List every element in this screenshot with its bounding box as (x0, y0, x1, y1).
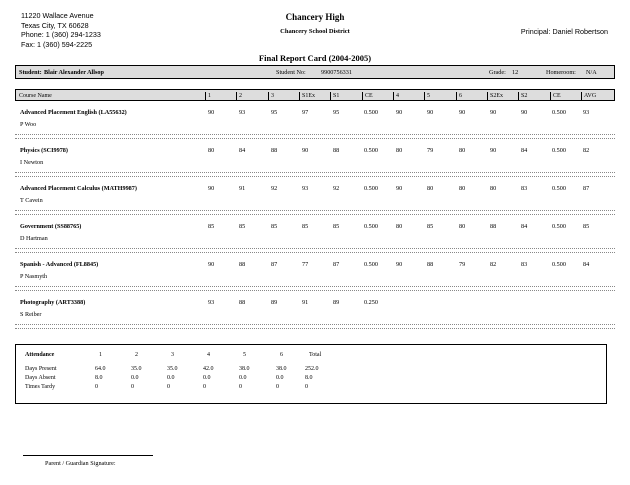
teacher-name: P Woo (20, 121, 37, 128)
column-header: 4 (393, 92, 399, 101)
column-header: CE (362, 92, 373, 101)
report-title: Final Report Card (2004-2005) (258, 53, 372, 63)
teacher-name: S Reiber (20, 311, 42, 318)
student-no: 9900756331 (321, 69, 352, 76)
grade-cell: 0.500 (552, 185, 566, 192)
grade-label: Grade: (489, 69, 506, 76)
attendance-title: Attendance (25, 352, 55, 358)
grade-cell: 0.500 (364, 185, 378, 192)
attendance-value: 0 (131, 384, 134, 390)
teacher-name: D Hartman (20, 235, 48, 242)
attendance-value: 252.0 (305, 366, 319, 372)
grade-cell: 0.500 (364, 223, 378, 230)
attendance-value: 0 (239, 384, 242, 390)
principal-name: Principal: Daniel Robertson (520, 27, 608, 36)
grade-cell: 79 (459, 261, 466, 268)
attendance-value: 8.0 (95, 375, 103, 381)
grade-cell: 88 (239, 299, 246, 306)
grade-cell: 93 (583, 109, 590, 116)
grade-cell: 93 (302, 185, 309, 192)
attendance-value: 0 (95, 384, 98, 390)
grades-table-header (15, 89, 615, 101)
student-no-label: Student No: (276, 69, 306, 76)
attendance-header: 6 (280, 352, 283, 358)
grade-cell: 0.500 (552, 261, 566, 268)
grade-cell: 88 (271, 147, 278, 154)
attendance-value: 35.0 (131, 366, 142, 372)
attendance-header: 2 (135, 352, 138, 358)
grade-cell: 88 (490, 223, 497, 230)
grade-cell: 88 (239, 261, 246, 268)
grade-cell: 82 (583, 147, 590, 154)
grade-cell: 87 (333, 261, 340, 268)
grade-cell: 84 (521, 147, 528, 154)
attendance-value: 0.0 (203, 375, 211, 381)
teacher-name: P Nasmyth (20, 273, 48, 280)
grade-cell: 80 (427, 185, 434, 192)
row-divider (15, 290, 615, 291)
grade-cell: 87 (271, 261, 278, 268)
address-line: Texas City, TX 60628 (21, 20, 89, 30)
signature-line (23, 455, 153, 456)
attendance-value: 0.0 (167, 375, 175, 381)
grade-cell: 80 (208, 147, 215, 154)
grade-cell: 95 (271, 109, 278, 116)
grade-cell: 90 (208, 185, 215, 192)
grade-cell: 80 (396, 147, 403, 154)
grade-cell: 92 (333, 185, 340, 192)
grade-cell: 77 (302, 261, 309, 268)
row-divider (15, 134, 615, 135)
row-divider (15, 176, 615, 177)
attendance-value: 42.0 (203, 366, 214, 372)
attendance-value: 38.0 (276, 366, 287, 372)
attendance-header: 3 (171, 352, 174, 358)
column-header: 3 (268, 92, 274, 101)
grade-cell: 85 (271, 223, 278, 230)
grade-cell: 90 (427, 109, 434, 116)
course-name: Photography (ART3388) (20, 299, 86, 306)
grade-cell: 0.500 (364, 147, 378, 154)
attendance-value: 0 (167, 384, 170, 390)
attendance-row-label: Days Absent (25, 375, 56, 381)
grade-cell: 90 (521, 109, 528, 116)
grade-cell: 80 (459, 185, 466, 192)
grade-cell: 90 (396, 185, 403, 192)
grade-cell: 90 (490, 147, 497, 154)
attendance-value: 0.0 (239, 375, 247, 381)
phone-line: Phone: 1 (360) 294-1233 (21, 30, 101, 40)
grade-cell: 80 (490, 185, 497, 192)
attendance-value: 0.0 (131, 375, 139, 381)
homeroom-value: N/A (586, 69, 597, 76)
grade-cell: 84 (583, 261, 590, 268)
attendance-header: Total (309, 352, 322, 358)
grade-cell: 85 (208, 223, 215, 230)
row-divider (15, 214, 615, 215)
grade-cell: 85 (583, 223, 590, 230)
course-row (15, 106, 615, 140)
course-name: Spanish - Advanced (FL8845) (20, 261, 99, 268)
attendance-value: 8.0 (305, 375, 313, 381)
grade-cell: 92 (271, 185, 278, 192)
grade-cell: 85 (239, 223, 246, 230)
grade-cell: 0.500 (552, 147, 566, 154)
row-divider (15, 172, 615, 173)
grade-cell: 90 (396, 261, 403, 268)
attendance-value: 64.0 (95, 366, 106, 372)
grade-cell: 89 (271, 299, 278, 306)
row-divider (15, 286, 615, 287)
grade-cell: 90 (490, 109, 497, 116)
attendance-header: 4 (207, 352, 210, 358)
grade-cell: 90 (208, 261, 215, 268)
grade-cell: 85 (333, 223, 340, 230)
grade-cell: 90 (302, 147, 309, 154)
attendance-header: 1 (99, 352, 102, 358)
grade-cell: 97 (302, 109, 309, 116)
grade-cell: 80 (396, 223, 403, 230)
attendance-value: 38.0 (239, 366, 250, 372)
attendance-row-label: Days Present (25, 366, 57, 372)
column-header: S1Ex (299, 92, 315, 101)
attendance-value: 0 (276, 384, 279, 390)
grade-cell: 89 (333, 299, 340, 306)
grade-cell: 88 (333, 147, 340, 154)
column-header: 2 (236, 92, 242, 101)
grade-cell: 80 (459, 223, 466, 230)
course-name: Advanced Placement Calculus (MATH9987) (20, 185, 137, 192)
grade-cell: 84 (521, 223, 528, 230)
attendance-row-label: Times Tardy (25, 384, 56, 390)
column-header: 1 (205, 92, 211, 101)
grade-cell: 83 (521, 261, 528, 268)
grade-cell: 93 (239, 109, 246, 116)
row-divider (15, 248, 615, 249)
grade-cell: 84 (239, 147, 246, 154)
grade-cell: 85 (302, 223, 309, 230)
attendance-value: 0 (305, 384, 308, 390)
grade-cell: 83 (521, 185, 528, 192)
grade-cell: 87 (583, 185, 590, 192)
row-divider (15, 138, 615, 139)
grade-cell: 90 (459, 109, 466, 116)
grade-cell: 95 (333, 109, 340, 116)
signature-label: Parent / Guardian Signature: (45, 460, 116, 467)
attendance-header: 5 (243, 352, 246, 358)
column-header: S1 (330, 92, 339, 101)
address-line: 11220 Wallace Avenue (21, 11, 94, 20)
row-divider (15, 328, 615, 329)
grade-cell: 85 (427, 223, 434, 230)
grade-cell: 91 (302, 299, 309, 306)
course-name: Government (SS88765) (20, 223, 82, 230)
attendance-value: 0.0 (276, 375, 284, 381)
course-name: Physics (SCI9978) (20, 147, 68, 154)
grade-cell: 0.250 (364, 299, 378, 306)
teacher-name: T Cavein (20, 197, 43, 204)
column-header: Course Name (19, 93, 52, 99)
student-name: Blair Alexander Allsop (44, 69, 104, 76)
row-divider (15, 252, 615, 253)
district-name: Chancery School District (280, 28, 350, 35)
grade-cell: 88 (427, 261, 434, 268)
column-header: AVG (581, 92, 596, 101)
column-header: CE (550, 92, 561, 101)
grade-cell: 0.500 (364, 261, 378, 268)
grade-cell: 80 (459, 147, 466, 154)
student-label: Student: (19, 69, 42, 76)
course-row (15, 182, 615, 216)
fax-line: Fax: 1 (360) 594-2225 (21, 39, 93, 49)
attendance-value: 35.0 (167, 366, 178, 372)
column-header: 6 (456, 92, 462, 101)
grade-cell: 82 (490, 261, 497, 268)
course-row (15, 258, 615, 292)
attendance-value: 0 (203, 384, 206, 390)
row-divider (15, 324, 615, 325)
row-divider (15, 210, 615, 211)
grade-cell: 0.500 (364, 109, 378, 116)
attendance-box (15, 344, 607, 404)
grade-cell: 90 (396, 109, 403, 116)
grade-cell: 91 (239, 185, 246, 192)
school-name: Chancery High (285, 12, 345, 22)
column-header: 5 (424, 92, 430, 101)
course-row (15, 296, 615, 330)
homeroom-label: Homeroom: (546, 69, 576, 76)
grade-value: 12 (512, 69, 519, 76)
grade-cell: 0.500 (552, 109, 566, 116)
grade-cell: 0.500 (552, 223, 566, 230)
course-name: Advanced Placement English (LA55632) (20, 109, 127, 116)
column-header: S2Ex (487, 92, 503, 101)
grade-cell: 93 (208, 299, 215, 306)
grade-cell: 90 (208, 109, 215, 116)
teacher-name: I Newton (20, 159, 44, 166)
student-info-bar (15, 65, 615, 79)
grade-cell: 79 (427, 147, 434, 154)
course-row (15, 220, 615, 254)
course-row (15, 144, 615, 178)
column-header: S2 (518, 92, 527, 101)
